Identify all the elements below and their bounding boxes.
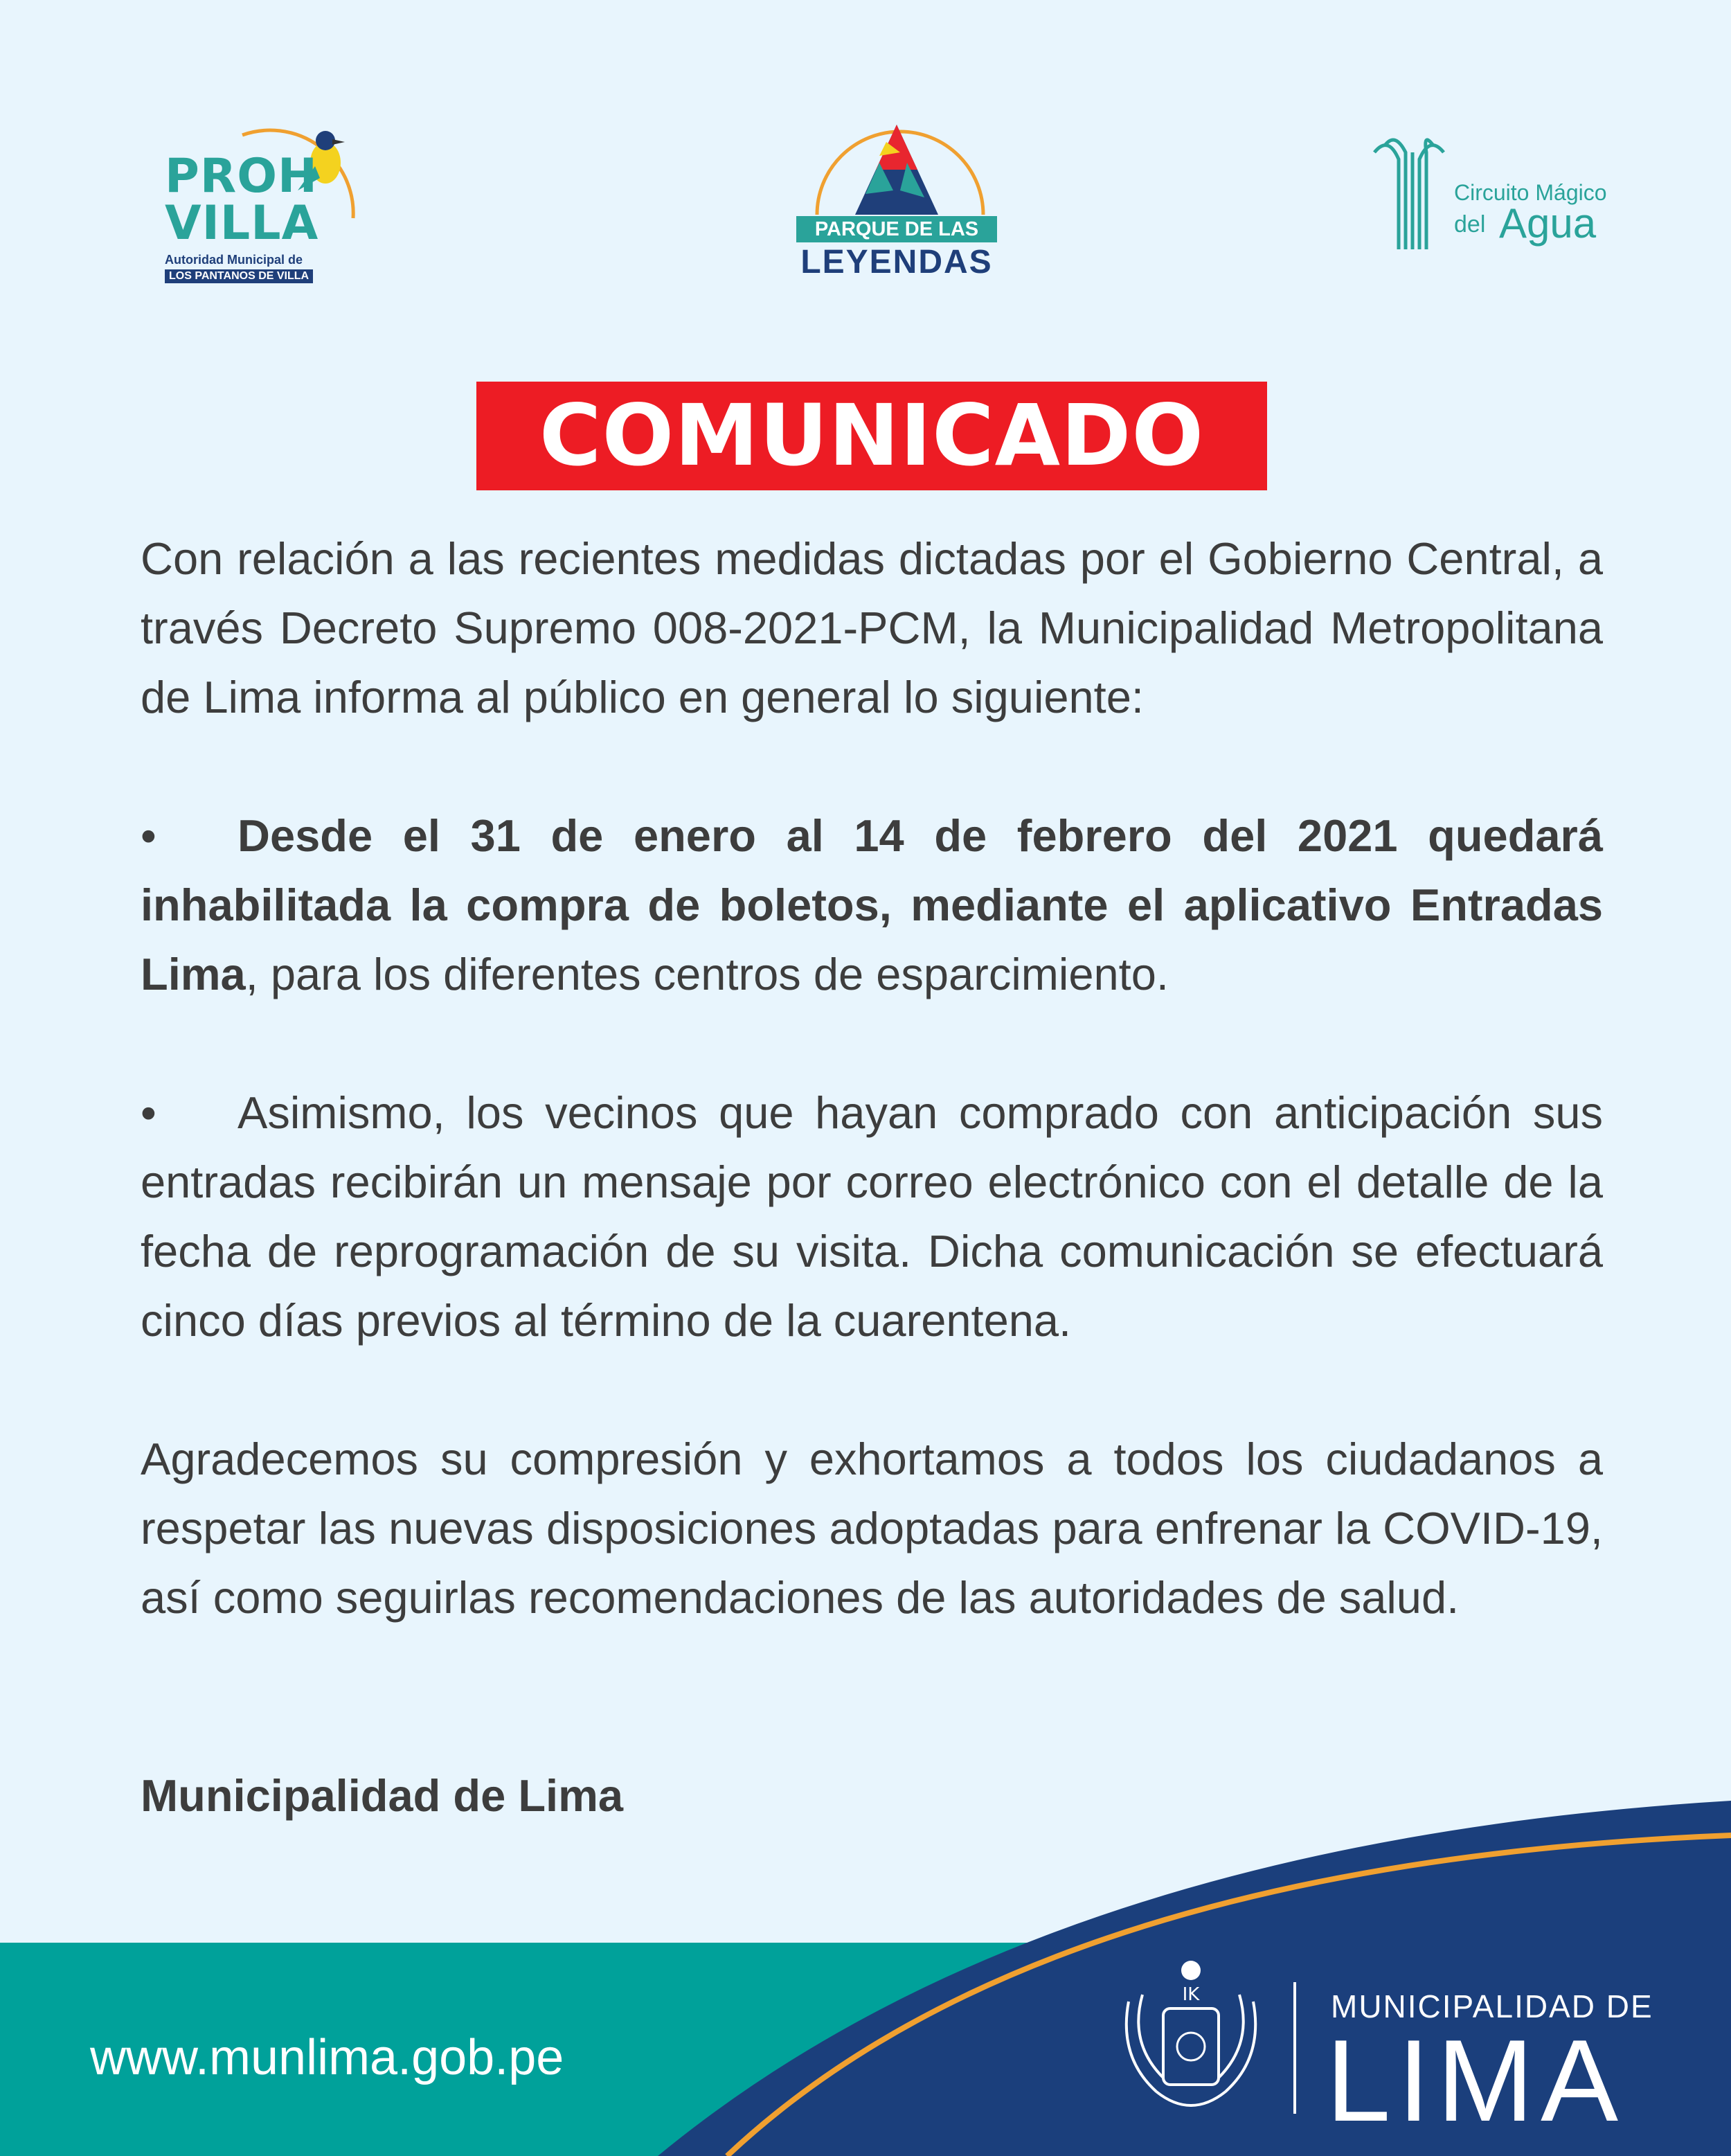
circuito-magico-logo [1367,132,1617,263]
footer-divider [1293,1982,1296,2114]
coat-initials: IK [1182,1984,1200,2005]
circuito-line-2b: Agua [1499,200,1597,247]
parque-leyendas-logo [789,114,1011,280]
prohvilla-subtitle: Autoridad Municipal de [165,253,303,267]
bullet-1-text: , para los diferentes centros de esparcimiento. [245,949,1169,999]
bullet-1 [141,801,1603,1009]
website-link[interactable]: www.munlima.gob.pe [90,2030,564,2085]
prohvilla-logo [159,114,381,287]
brand-big-text: LIMA [1326,2015,1626,2146]
announcement-body [141,524,1603,1632]
prohvilla-subtitle-band: LOS PANTANOS DE VILLA [165,269,313,283]
parque-line-1: PARQUE DE LAS [796,216,997,242]
prohvilla-word-1: PROH [165,149,318,204]
parque-line-2: LEYENDAS [800,244,993,280]
page-title: COMUNICADO [476,382,1267,490]
mountain-icon [789,114,1011,225]
bullet-1-bold-text: Desde el 31 de enero al 14 de febrero del 2021 quedará inhabilitada la compra de boletos, mediante el aplicativo Entradas Lima [141,810,1603,999]
circuito-line-2a: del [1454,211,1486,238]
circuito-line-1: Circuito Mágico [1454,180,1607,205]
brand-small-text: MUNICIPALIDAD DE [1331,1988,1653,2024]
bullet-2-symbol: • [141,1087,156,1138]
closing-paragraph: Agradecemos su compresión y exhortamos a todos los ciudadanos a respetar las nuevas disposiciones adoptadas para enfrenar la COVID-19, así como seguirlas recomendaciones de las autoridades de salud. [141,1434,1603,1623]
signature: Municipalidad de Lima [141,1770,624,1821]
bullet-2 [141,1078,1603,1355]
bullet-2-text: Asimismo, los vecinos que hayan comprado con anticipación sus entradas recibirán un mensaje por correo electrónico con el detalle de la fecha de reprogramación de su visita. Dicha comunicación se efectuará cinco días previos al término de la cuarentena. [141,1087,1603,1346]
intro-paragraph: Con relación a las recientes medidas dictadas por el Gobierno Central, a través Decreto Supremo 008-2021-PCM, la Municipalidad Metropolitana de Lima informa al público en general lo siguiente: [141,533,1603,722]
bullet-1-symbol: • [141,810,156,861]
fountain-icon [1367,132,1451,256]
prohvilla-word-2: VILLA [165,196,319,251]
coat-of-arms-icon [1115,1953,1267,2126]
